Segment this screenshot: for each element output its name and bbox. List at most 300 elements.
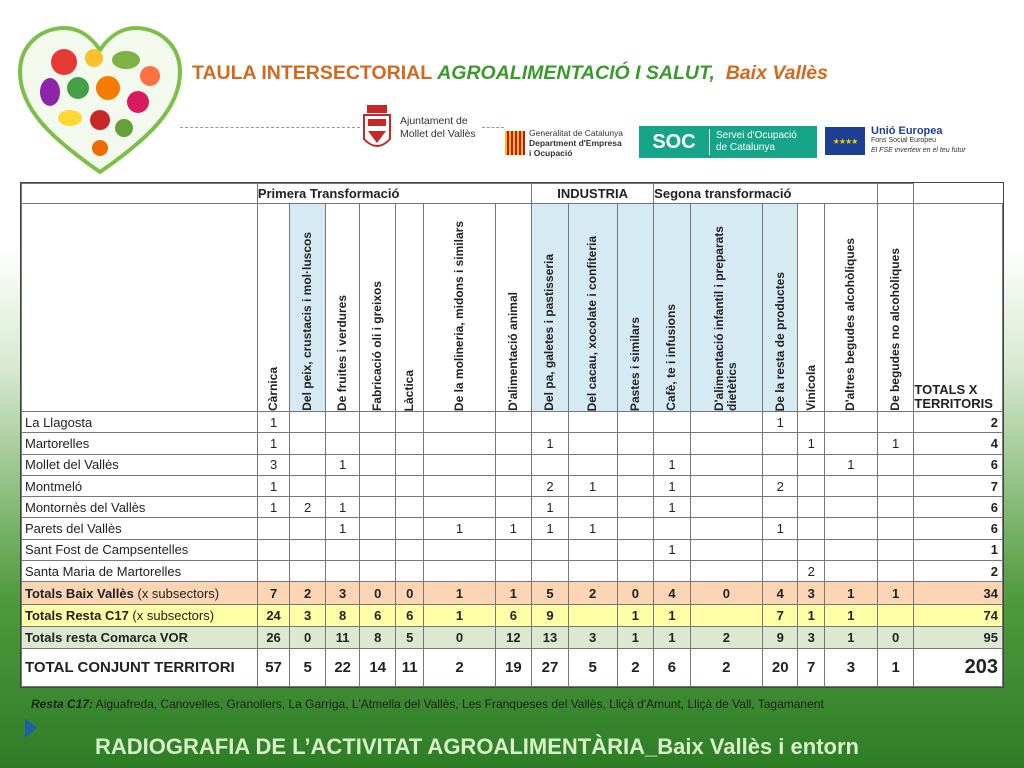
totals-value-cell: 0: [396, 582, 424, 604]
column-header-label: Fabricació oli i greixos: [370, 280, 385, 411]
value-cell: [617, 539, 654, 560]
table-row: [22, 561, 1003, 582]
value-cell: [290, 433, 326, 454]
value-cell: 2: [798, 561, 824, 582]
totals-value-cell: 6: [495, 604, 532, 626]
value-cell: [424, 475, 495, 496]
column-header-label: De la molineria, midons i similars: [452, 220, 467, 411]
totals-value-cell: 26: [257, 627, 290, 649]
value-cell: [690, 539, 762, 560]
grand-total-name: TOTAL CONJUNT TERRITORI: [22, 649, 258, 687]
title-part-1: TAULA INTERSECTORIAL: [192, 62, 432, 84]
column-header-label: D'alimentació infantil i preparats dietètics: [712, 226, 740, 411]
column-header: [762, 204, 798, 412]
value-cell: [798, 539, 824, 560]
column-header-label: Cafè, te i infusions: [664, 304, 679, 411]
value-cell: 1: [532, 518, 569, 539]
value-cell: [396, 539, 424, 560]
row-total: 2: [914, 561, 1003, 582]
value-cell: [290, 518, 326, 539]
industry-table-container: [20, 182, 1004, 688]
table-row: [22, 433, 1003, 454]
soc-line-1: Servei d'Ocupació: [716, 130, 797, 141]
value-cell: [532, 412, 569, 433]
grand-total-value: 2: [424, 649, 495, 687]
value-cell: [798, 475, 824, 496]
value-cell: [617, 497, 654, 518]
value-cell: [360, 454, 396, 475]
grand-total-value: 6: [654, 649, 691, 687]
value-cell: [568, 497, 617, 518]
value-cell: [568, 539, 617, 560]
totals-value-cell: 0: [290, 627, 326, 649]
column-header: [257, 204, 290, 412]
value-cell: [495, 475, 532, 496]
value-cell: [798, 454, 824, 475]
value-cell: [257, 561, 290, 582]
totals-value-cell: 8: [325, 604, 360, 626]
totals-row: [22, 604, 1003, 626]
value-cell: [495, 539, 532, 560]
value-cell: [424, 497, 495, 518]
title-part-3: Baix Vallès: [725, 62, 828, 84]
totals-value-cell: 0: [424, 627, 495, 649]
value-cell: [617, 433, 654, 454]
value-cell: 1: [532, 497, 569, 518]
value-cell: [617, 454, 654, 475]
totals-value-cell: 2: [690, 627, 762, 649]
value-cell: 1: [257, 412, 290, 433]
totals-value-cell: 24: [257, 604, 290, 626]
value-cell: [690, 454, 762, 475]
value-cell: [762, 433, 798, 454]
value-cell: [617, 561, 654, 582]
value-cell: [824, 475, 877, 496]
column-header: [877, 204, 914, 412]
grand-total-value: 2: [617, 649, 654, 687]
value-cell: [762, 561, 798, 582]
totals-value-cell: 6: [396, 604, 424, 626]
value-cell: [396, 433, 424, 454]
grand-total-value: 19: [495, 649, 532, 687]
column-header-label: Làctica: [402, 369, 417, 411]
column-header: [290, 204, 326, 412]
totals-row-total: 95: [914, 627, 1003, 649]
industry-table: [21, 183, 1003, 687]
value-cell: [424, 454, 495, 475]
totals-value-cell: 1: [824, 604, 877, 626]
totals-value-cell: 2: [568, 582, 617, 604]
column-header: [360, 204, 396, 412]
grand-total-value: 27: [532, 649, 569, 687]
value-cell: [495, 454, 532, 475]
value-cell: [257, 518, 290, 539]
totals-value-cell: 3: [290, 604, 326, 626]
value-cell: [877, 518, 914, 539]
value-cell: [568, 454, 617, 475]
title-part-2: AGROALIMENTACIÓ I SALUT,: [437, 62, 715, 84]
value-cell: [762, 539, 798, 560]
empty-group-cell: [877, 184, 914, 204]
value-cell: 1: [762, 518, 798, 539]
value-cell: [824, 539, 877, 560]
value-cell: [762, 497, 798, 518]
value-cell: [532, 561, 569, 582]
row-total: 4: [914, 433, 1003, 454]
totals-value-cell: 4: [762, 582, 798, 604]
value-cell: [877, 454, 914, 475]
table-body: [22, 412, 1003, 687]
value-cell: [877, 539, 914, 560]
group-segona-transformacio: Segona transformació: [654, 184, 878, 204]
mollet-logo: [362, 103, 476, 153]
group-primera-transformacio: Primera Transformació: [257, 184, 531, 204]
totals-value-cell: 13: [532, 627, 569, 649]
value-cell: [824, 497, 877, 518]
value-cell: 1: [824, 454, 877, 475]
value-cell: [877, 412, 914, 433]
value-cell: [396, 475, 424, 496]
decorative-dashed-line: [482, 127, 504, 128]
value-cell: [654, 518, 691, 539]
value-cell: [568, 433, 617, 454]
totals-value-cell: 6: [360, 604, 396, 626]
value-cell: [798, 497, 824, 518]
empty-corner: [22, 184, 258, 204]
totals-value-cell: 3: [325, 582, 360, 604]
totals-value-cell: 1: [824, 582, 877, 604]
column-header-label: D'altres begudes alcohòliques: [843, 238, 858, 411]
totals-value-cell: 1: [495, 582, 532, 604]
column-header-label: Del cacau, xocolate i confiteria: [585, 235, 600, 411]
value-cell: [690, 518, 762, 539]
totals-row-name-suffix: (x subsectors): [128, 607, 215, 623]
totals-row-total: 74: [914, 604, 1003, 626]
value-cell: [654, 412, 691, 433]
value-cell: [617, 475, 654, 496]
row-total: 6: [914, 518, 1003, 539]
soc-logo: [639, 126, 817, 158]
value-cell: 1: [257, 475, 290, 496]
value-cell: 1: [654, 497, 691, 518]
grand-total-row: [22, 649, 1003, 687]
totals-value-cell: 0: [877, 627, 914, 649]
value-cell: 2: [762, 475, 798, 496]
totals-row-name-suffix: (x subsectors): [133, 585, 220, 601]
totals-value-cell: 2: [290, 582, 326, 604]
value-cell: [877, 497, 914, 518]
grand-total-value: 1: [877, 649, 914, 687]
value-cell: [798, 412, 824, 433]
mollet-line-1: Ajuntament de: [400, 115, 468, 127]
footnote-text: Aiguafreda, Canovelles, Granollers, La Garriga, L'Atmella del Vallès, Les Franqueses del Vallès, Lliçà d'Amunt, Lliçà de Vall, Tagamanent: [93, 697, 824, 711]
value-cell: 1: [654, 454, 691, 475]
value-cell: [495, 561, 532, 582]
totals-row-name-bold: Totals Resta C17: [25, 607, 129, 623]
value-cell: 1: [424, 518, 495, 539]
value-cell: [360, 518, 396, 539]
column-header: [617, 204, 654, 412]
value-cell: 1: [568, 475, 617, 496]
value-cell: [824, 433, 877, 454]
totals-value-cell: 1: [617, 604, 654, 626]
value-cell: 1: [257, 433, 290, 454]
value-cell: [396, 561, 424, 582]
value-cell: [396, 497, 424, 518]
value-cell: 1: [325, 518, 360, 539]
column-header: [396, 204, 424, 412]
eu-logo: [825, 126, 966, 156]
value-cell: [532, 539, 569, 560]
totals-row-name-bold: Totals resta Comarca VOR: [25, 630, 189, 646]
grand-total-value: 20: [762, 649, 798, 687]
column-header-label: Càrnica: [266, 366, 281, 411]
totals-value-cell: 0: [617, 582, 654, 604]
heart-fruits-logo: [14, 22, 186, 180]
municipality-name: Sant Fost de Campsentelles: [22, 539, 258, 560]
eu-line-1: Fons Social Europeu: [871, 137, 936, 144]
value-cell: [824, 412, 877, 433]
value-cell: [877, 561, 914, 582]
table-row: [22, 475, 1003, 496]
column-header: [424, 204, 495, 412]
column-header-label: De fruites i verdures: [335, 294, 350, 411]
totals-value-cell: 5: [532, 582, 569, 604]
value-cell: [360, 475, 396, 496]
value-cell: [325, 433, 360, 454]
value-cell: [325, 561, 360, 582]
totals-value-cell: 3: [568, 627, 617, 649]
value-cell: [617, 412, 654, 433]
totals-value-cell: [568, 604, 617, 626]
value-cell: [877, 475, 914, 496]
value-cell: [617, 518, 654, 539]
totals-row-name: [22, 627, 258, 649]
value-cell: [325, 412, 360, 433]
row-total: 1: [914, 539, 1003, 560]
column-header: [325, 204, 360, 412]
value-cell: [290, 412, 326, 433]
value-cell: 1: [654, 475, 691, 496]
grand-total-value: 11: [396, 649, 424, 687]
value-cell: 1: [325, 497, 360, 518]
value-cell: [568, 561, 617, 582]
value-cell: [690, 412, 762, 433]
value-cell: 1: [877, 433, 914, 454]
table-row: [22, 518, 1003, 539]
footnote: [31, 697, 824, 711]
column-header-label: Del peix, crustacis i mol·luscos: [300, 232, 315, 411]
row-total: 2: [914, 412, 1003, 433]
footnote-label: Resta C17:: [31, 697, 94, 711]
value-cell: 1: [532, 433, 569, 454]
municipality-name: Martorelles: [22, 433, 258, 454]
value-cell: [396, 454, 424, 475]
grand-total-value: 3: [824, 649, 877, 687]
value-cell: [568, 412, 617, 433]
value-cell: [325, 539, 360, 560]
value-cell: [360, 412, 396, 433]
value-cell: [424, 433, 495, 454]
totals-row: [22, 627, 1003, 649]
grand-total-value: 5: [568, 649, 617, 687]
table-row: [22, 539, 1003, 560]
totals-column-header: TOTALS X TERRITORIS: [914, 204, 1003, 412]
totals-row-name-bold: Totals Baix Vallès: [25, 585, 134, 601]
value-cell: 3: [257, 454, 290, 475]
totals-value-cell: 1: [654, 604, 691, 626]
value-cell: [654, 561, 691, 582]
soc-line-2: de Catalunya: [716, 142, 775, 153]
value-cell: 1: [325, 454, 360, 475]
value-cell: [396, 412, 424, 433]
grand-total-value: 57: [257, 649, 290, 687]
value-cell: [360, 561, 396, 582]
column-header-label: De la resta de productes: [772, 271, 787, 411]
value-cell: [360, 497, 396, 518]
generalitat-line-1: Generalitat de Catalunya: [529, 128, 624, 138]
grand-total-value: 14: [360, 649, 396, 687]
totals-row-total: 34: [914, 582, 1003, 604]
totals-value-cell: 1: [877, 582, 914, 604]
totals-value-cell: [690, 604, 762, 626]
column-header: [568, 204, 617, 412]
page-title: [192, 62, 992, 85]
grand-total-value: 22: [325, 649, 360, 687]
totals-row-name: [22, 604, 258, 626]
value-cell: [690, 497, 762, 518]
totals-value-cell: 0: [690, 582, 762, 604]
value-cell: [290, 475, 326, 496]
totals-value-cell: 1: [617, 627, 654, 649]
value-cell: [325, 475, 360, 496]
next-arrow-icon: [25, 718, 37, 738]
value-cell: [360, 539, 396, 560]
value-cell: [424, 412, 495, 433]
value-cell: 1: [495, 518, 532, 539]
municipality-name: Montornès del Vallès: [22, 497, 258, 518]
table-group-header-row: [22, 184, 1003, 204]
value-cell: [654, 433, 691, 454]
grand-total-value: 5: [290, 649, 326, 687]
value-cell: [360, 433, 396, 454]
column-header: [824, 204, 877, 412]
municipality-name: Montmeló: [22, 475, 258, 496]
catalan-flag-icon: [505, 131, 525, 155]
generalitat-line-3: i Ocupació: [529, 148, 573, 158]
totals-value-cell: 7: [762, 604, 798, 626]
totals-value-cell: [877, 604, 914, 626]
value-cell: [532, 454, 569, 475]
mollet-shield-icon: [362, 103, 392, 153]
totals-value-cell: 7: [257, 582, 290, 604]
value-cell: 2: [532, 475, 569, 496]
empty-name-header: [22, 204, 258, 412]
value-cell: 2: [290, 497, 326, 518]
row-total: 7: [914, 475, 1003, 496]
table-row: [22, 454, 1003, 475]
value-cell: 1: [798, 433, 824, 454]
column-header: [654, 204, 691, 412]
value-cell: [798, 518, 824, 539]
totals-value-cell: 1: [824, 627, 877, 649]
group-industria: INDUSTRIA: [532, 184, 654, 204]
grand-total-value: 7: [798, 649, 824, 687]
totals-value-cell: 1: [798, 604, 824, 626]
eu-flag-icon: ★★★★: [825, 127, 865, 155]
eu-line-2: El FSE inverteix en el teu futur: [871, 147, 966, 154]
value-cell: [824, 561, 877, 582]
municipality-name: La Llagosta: [22, 412, 258, 433]
value-cell: [690, 433, 762, 454]
municipality-name: Santa Maria de Martorelles: [22, 561, 258, 582]
totals-row: [22, 582, 1003, 604]
mollet-line-2: Mollet del Vallès: [400, 128, 476, 140]
totals-value-cell: 3: [798, 627, 824, 649]
grand-total: 203: [914, 649, 1003, 687]
value-cell: [690, 475, 762, 496]
totals-value-cell: 5: [396, 627, 424, 649]
column-header: [798, 204, 824, 412]
totals-value-cell: 0: [360, 582, 396, 604]
totals-value-cell: 11: [325, 627, 360, 649]
row-total: 6: [914, 497, 1003, 518]
totals-row-name: [22, 582, 258, 604]
totals-value-cell: 9: [762, 627, 798, 649]
value-cell: [257, 539, 290, 560]
soc-acronym: SOC: [652, 130, 696, 153]
totals-value-cell: 3: [798, 582, 824, 604]
value-cell: [495, 497, 532, 518]
value-cell: [762, 454, 798, 475]
value-cell: [290, 539, 326, 560]
municipality-name: Mollet del Vallès: [22, 454, 258, 475]
bottom-title: RADIOGRAFIA DE L’ACTIVITAT AGROALIMENTÀRIA_Baix Vallès i entorn: [95, 734, 859, 759]
column-header-label: Del pa, galetes i pastisseria: [542, 254, 557, 411]
table-column-header-row: [22, 204, 1003, 412]
value-cell: [495, 412, 532, 433]
value-cell: 1: [762, 412, 798, 433]
column-header-label: Pastes i similars: [627, 316, 642, 411]
totals-value-cell: 1: [654, 627, 691, 649]
value-cell: 1: [568, 518, 617, 539]
value-cell: 1: [257, 497, 290, 518]
totals-value-cell: 1: [424, 582, 495, 604]
generalitat-logo: [505, 128, 623, 158]
value-cell: [424, 539, 495, 560]
table-row: [22, 412, 1003, 433]
value-cell: 1: [654, 539, 691, 560]
totals-value-cell: 1: [424, 604, 495, 626]
column-header: [532, 204, 569, 412]
column-header-label: D'alimentació animal: [505, 292, 520, 411]
value-cell: [824, 518, 877, 539]
decorative-dashed-line: [180, 127, 360, 128]
totals-value-cell: 4: [654, 582, 691, 604]
generalitat-line-2: Department d'Empresa: [529, 138, 622, 148]
grand-total-value: 2: [690, 649, 762, 687]
value-cell: [396, 518, 424, 539]
municipality-name: Parets del Vallès: [22, 518, 258, 539]
column-header: [495, 204, 532, 412]
value-cell: [290, 454, 326, 475]
totals-value-cell: 8: [360, 627, 396, 649]
value-cell: [424, 561, 495, 582]
value-cell: [690, 561, 762, 582]
value-cell: [290, 561, 326, 582]
totals-value-cell: 12: [495, 627, 532, 649]
column-header-label: De begudes no alcohòliques: [888, 248, 903, 411]
